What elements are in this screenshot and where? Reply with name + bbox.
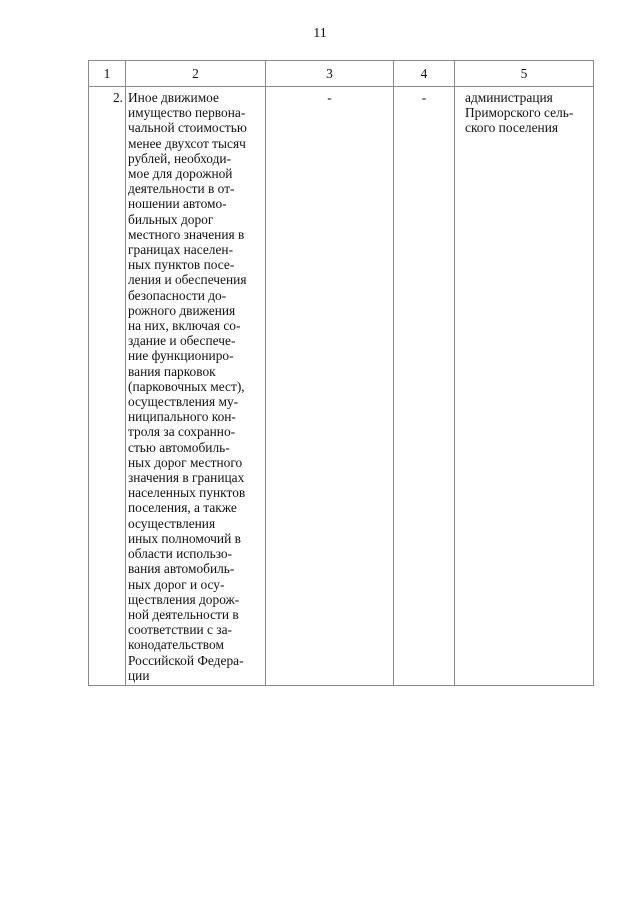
text-line: ных пунктов посе- — [128, 257, 235, 273]
text-line: Приморского сель- — [465, 105, 574, 121]
row-number: 2. — [89, 87, 126, 686]
text-line: Иное движимое — [128, 90, 219, 105]
text-line: значения в границах — [128, 470, 245, 486]
text-line: рожного движения — [128, 302, 236, 318]
text-line: ных дорог местного — [128, 454, 243, 470]
text-line: бильных дорог — [128, 211, 214, 227]
text-line: здание и обеспече- — [128, 333, 236, 349]
text-line: стью автомобиль- — [128, 439, 230, 455]
table-header-row — [89, 61, 594, 87]
row-col-4-value: - — [394, 87, 455, 686]
header-col-1: 1 — [89, 61, 126, 87]
header-col-3: 3 — [266, 61, 394, 87]
text-line: на них, включая со- — [128, 318, 241, 334]
text-line: (парковочных мест), — [128, 378, 245, 394]
text-line: ского поселения — [465, 120, 559, 136]
text-line: чальной стоимостью — [128, 120, 247, 136]
text-line: местного значения в — [128, 226, 245, 242]
row-col-3-value: - — [266, 87, 394, 686]
table-row — [89, 87, 594, 686]
text-line: иных полномочий в — [128, 530, 241, 546]
text-line: безопасности до- — [128, 287, 227, 303]
header-col-2: 2 — [126, 61, 266, 87]
text-line: осуществления — [128, 515, 216, 531]
row-owner — [455, 87, 594, 686]
text-line: осуществления му- — [128, 394, 239, 410]
text-line: вания парковок — [128, 363, 216, 379]
text-line: ции — [128, 667, 150, 683]
text-line: населенных пунктов — [128, 485, 246, 501]
text-line: области использо- — [128, 546, 233, 562]
text-line: рублей, необходи- — [128, 150, 232, 166]
text-line: ления и обеспечения — [128, 272, 247, 288]
text-line: Российской Федера- — [128, 652, 244, 668]
text-line: имущество первона- — [128, 105, 246, 121]
text-line: деятельности в от- — [128, 181, 235, 197]
row-description — [126, 87, 266, 686]
property-table — [88, 60, 594, 686]
text-line: троля за сохранно- — [128, 424, 236, 440]
text-line: ниципального кон- — [128, 409, 236, 425]
text-line: ной деятельности в — [128, 606, 239, 622]
text-line: границах населен- — [128, 242, 234, 258]
text-line: ношении автомо- — [128, 196, 227, 212]
text-line: ние функциониро- — [128, 348, 234, 364]
text-line: ществления дорож- — [128, 591, 240, 607]
header-col-4: 4 — [394, 61, 455, 87]
text-line: соответствии с за- — [128, 622, 232, 638]
header-col-5: 5 — [455, 61, 594, 87]
text-line: вания автомобиль- — [128, 561, 235, 577]
text-line: мое для дорожной — [128, 166, 233, 182]
text-line: поселения, а также — [128, 500, 237, 516]
text-line: конодательством — [128, 637, 224, 653]
text-line: администрация — [465, 90, 553, 105]
page-number: 11 — [313, 26, 327, 41]
text-line: ных дорог и осу- — [128, 576, 225, 592]
text-line: менее двухсот тысяч — [128, 135, 246, 151]
